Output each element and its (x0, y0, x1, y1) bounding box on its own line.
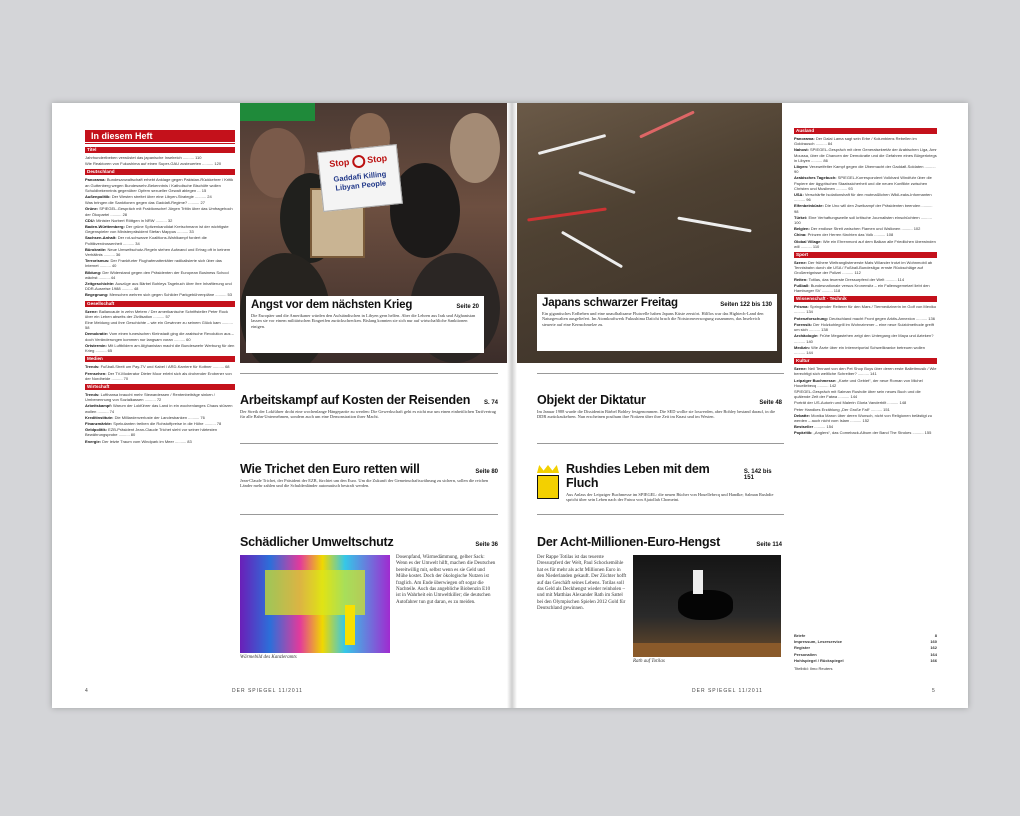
toc-entry-text: Der Holzkohlegrill im Wohnzimmer – eine neue Suizidmethode greift um sich .......... 138 (794, 321, 935, 333)
article-diktatur (537, 393, 782, 420)
toc-entry[interactable] (85, 364, 235, 369)
toc-entry[interactable] (85, 224, 235, 234)
page-number-right: 5 (932, 688, 936, 694)
toc-right (794, 125, 937, 645)
toc-entry-text: Der letzte Traum vom Windpark im Meer .......... 83 (102, 438, 192, 444)
toc-entry-rubric: Finanzmärkte: (85, 420, 113, 426)
toc-entry-rubric: Elfenbeinküste: (794, 203, 824, 209)
japan-tsunami-photo (517, 103, 782, 363)
top-story-page: Seiten 122 bis 130 (720, 302, 772, 308)
toc-entry[interactable] (794, 203, 937, 213)
toc-entry-text: Der frühere Weltranglistenerste Mats Wilander trotzt im Wohnmobil ab Tennisbahn durch die USA / Fußball-Bundesliga: ernste Rückschläge auf Großereignisse der Polizei .......... 112 (794, 260, 933, 276)
divider (240, 443, 498, 444)
toc-entry-text: Totilas, das teuerste Dressurpferd der Welt .......... 114 (808, 276, 905, 282)
article-body: Der Rappe Totilas ist das teuerste Dressurpferd der Welt, Paul Schockemöhle hat es für mehr als acht Millionen Euro in den Niederlanden gekauft. Der Züchter hofft auf das Geschäft seines Lebens. Totilas soll das Geld als Deckhengst wieder reinholen – und mit Matthias Alexander Rath im Sattel bei den Olympischen Spielen 2012 Gold für Deutschland gewinnen. (537, 555, 627, 612)
top-story-caption (537, 294, 777, 351)
toc-entry-rubric: Popkritik: (794, 430, 813, 436)
toc-entry[interactable] (794, 366, 937, 376)
toc-entry[interactable] (794, 316, 937, 321)
toc-entry-text: Verschärfte Isolationshaft für den mutmaßlichen WikiLeaks-Informanten .......... 96 (794, 192, 932, 203)
toc-entry-rubric: Begegnung: (85, 292, 109, 298)
article-headline[interactable]: Rushdies Leben mit dem Fluch (566, 462, 710, 490)
misc-page: 166 (930, 657, 937, 663)
plane-shape (578, 171, 635, 194)
misc-entry[interactable] (794, 639, 937, 644)
toc-entry[interactable] (794, 175, 937, 191)
toc-entry-text: Prinzen der Herren fürchten das Volk .......... 108 (807, 232, 894, 238)
toc-entry-text: Der Westen streitet über eine Libyen-Strategie .......... 24 (111, 194, 212, 200)
rider-shape (693, 570, 703, 594)
book-icon (537, 465, 559, 501)
toc-entry-rubric: Grüne: (85, 206, 99, 212)
toc-entry-text: .......... 154 (814, 424, 834, 430)
toc-entry[interactable] (794, 430, 937, 435)
article-page: S. 74 (483, 400, 498, 406)
toc-entry-rubric: Debatte: (794, 412, 811, 418)
toc-entry[interactable] (85, 403, 235, 413)
toc-entry[interactable] (794, 322, 937, 332)
image-caption: Wärmebild des Kanzleramts (240, 655, 297, 660)
misc-label: Briefe (794, 633, 806, 638)
top-story-body: Die Europäer und die Amerikaner würden den Aufständischen in Libyen gern helfen. Aber die Lehren aus Irak und Afghanistan lassen sie vor einem militärischen Eingreifen zurückschrecken. Bislang konnten sie sich nur auf wirtschaftliche Sanktionen einigen. (251, 313, 476, 329)
toc-entry-rubric: Demokratie: (85, 331, 109, 337)
toc-entry-text: Minister Norbert Röttgen in NRW .......... 32 (96, 217, 173, 223)
toc-entry-text: Wie ein Ehrenmord auf dem Balkan alle Friedlichen überwinden will .......... 110 (794, 238, 936, 249)
toc-entry[interactable] (794, 239, 937, 249)
page-gutter (507, 103, 517, 708)
plane-shape (561, 231, 623, 269)
toc-entry-text: Der Widerstand gegen den Präsidenten der European Business School wächst .......... 44 (85, 269, 229, 280)
top-story-page: Seite 20 (456, 304, 479, 310)
page-number-left: 4 (85, 688, 89, 694)
article-body: Der Streik der Lokführer droht eine wochenlange Hängepartie zu werden: Die Gewerkschaft geht es nicht nur um einen einheitlichen Tarifvertrag für alle Bahn-Unternehmen, sondern auch um eine Demonstration ihrer Macht. (240, 409, 496, 420)
article-umweltschutz (240, 535, 498, 660)
cover-credit: Titelbild: Ilmo Reuters (794, 666, 833, 672)
magazine-spread (52, 103, 968, 708)
toc-entry-text: Der endlose Streit zwischen Flamen und Wallonen .......... 102 (810, 226, 921, 232)
toc-entry-text: Was bringen die Sanktionen gegen das Gaddafi-Regime? .......... 27 (85, 200, 205, 206)
toc-section-header[interactable]: Titel (85, 147, 235, 153)
toc-entry-rubric: Arbeitskampf: (85, 403, 112, 409)
toc-section-header[interactable]: Ausland (794, 128, 937, 134)
toc-entry-text: Neil Tennant von den Pet Shop Boys über deren erste Ballettmusik / Wie berechtigt sich weltliche Schreiber? .......... 141 (794, 366, 937, 377)
toc-entry[interactable] (794, 283, 937, 293)
toc-entry-text: Ballancaule in zehn Metern / Der amerikanische Schriftsteller Peter Rock über ein Leben abseits der Zivilisation .......... 57 (85, 308, 228, 319)
misc-page: 162 (930, 645, 937, 651)
plane-shape (538, 134, 606, 155)
article-headline[interactable]: Schädlicher Umweltschutz (240, 535, 394, 549)
toc-entry[interactable] (85, 270, 235, 280)
toc-entry[interactable] (794, 407, 937, 412)
toc-entry-rubric: Türkei: (794, 214, 808, 220)
toc-entry[interactable] (85, 247, 235, 257)
toc-entry-rubric: USA: (794, 192, 804, 198)
toc-entry[interactable] (85, 292, 235, 297)
toc-entry-text: Wie Reaktoren von Fukushima auf einen Super-GAU zusteuerten .......... 120 (85, 161, 222, 167)
toc-entry-text: Frühe Megastehen zeigt den Untergang der Maya und Azteken? .......... 140 (794, 333, 934, 344)
article-trichet (240, 462, 498, 489)
article-body: Aus Anlass der Leipziger Buchmesse im SPIEGEL: die neuen Bücher von Houellebecq und Handke; Salman Rushdie spricht über sein Leben nach der Fatwa von Ajatollah Chomeini. (566, 492, 774, 503)
misc-list (794, 633, 937, 671)
article-hengst (537, 535, 782, 664)
page-title: In diesem Heft (85, 130, 235, 142)
toc-entry-text: Spekulanten treiben die Rohstoffpreise in die Höhe .......... 78 (113, 420, 222, 426)
toc-entry[interactable] (85, 258, 235, 268)
article-page: Seite 36 (475, 542, 498, 548)
article-body: Dosenpfand, Wärmedämmung, gelber Sack: Wenn es der Umwelt hilft, machen die Deutschen bereitwillig mit, selbst wenn es sie Geld und Mühe kostet. Doch der ökologische Nutzen ist fraglich. Am Ende überwiegen oft sogar die Nachteile. Auch das angebliche Biobenzin E10 ist in Wahrheit ein Umweltkiller; die deutschen Autofahrer tun gut daran, es zu meiden. (396, 555, 496, 605)
toc-section-header[interactable]: Sport (794, 252, 937, 258)
toc-entry[interactable] (794, 277, 937, 282)
toc-entry-text: Der grüne Spitzenkandidat Kretschmann ist der wichtigste Gegenspieler von Ministerpräsident Stefan Mappus .......... 33 (85, 224, 229, 235)
toc-entry-rubric: Archäologie: (794, 333, 819, 339)
toc-entry[interactable] (794, 232, 937, 237)
toc-entry[interactable] (85, 415, 235, 420)
misc-entry[interactable] (794, 633, 937, 638)
article-body: Jean-Claude Trichet, der Präsident der EZB, fürchtet um den Euro. Um die Zukunft der Gemeinschaftswährung zu sichern, sollen die reichen Länder mehr zahlen und die Schuldenländer automatisch bestraft werden. (240, 478, 489, 489)
plane-shape (527, 207, 607, 221)
toc-entry-rubric: Fernsehen: (85, 370, 107, 376)
toc-entry-text: Eine Verhaftungswelle soll kritische Journalisten einschüchtern .......... 100 (794, 214, 932, 226)
toc-entry-rubric: Nahost: (794, 147, 809, 153)
toc-entry-rubric: Medizin: (794, 344, 810, 350)
misc-page: 160 (930, 639, 937, 645)
article-headline[interactable]: Objekt der Diktatur (537, 393, 646, 407)
toc-entry[interactable] (794, 304, 937, 314)
toc-section-header[interactable]: Kultur (794, 358, 937, 364)
toc-entry-text: Bundesnationale versus Kronensitz – ein Fallensgemetzel liebt den Hamburger SV .......... 118 (794, 282, 930, 294)
libya-protest-photo (240, 103, 507, 363)
article-page: S. 142 bis 151 (743, 469, 772, 481)
misc-entry[interactable] (794, 658, 937, 663)
image-caption: Rath auf Totilas (633, 659, 665, 664)
toc-entry-rubric: Arabisches Tagebuch: (794, 175, 837, 181)
plane-shape (639, 110, 695, 138)
toc-entry-text: Vom einen tunesischen Kleinstadt ging die arabische Revolution aus – doch Veränderungen kommen nur langsam voran .......... 60 (85, 331, 234, 342)
toc-entry[interactable] (85, 206, 235, 216)
toc-entry-text: Wie Ärzte über ein Internetportal Schwellkranke betreuen wollen .......... 144 (794, 344, 925, 355)
toc-entry-rubric: Baden-Württemberg: (85, 224, 125, 230)
toc-entry-text: Jahrhundertbeben verwüstet das japanische Inselreich .......... 110 (85, 155, 202, 160)
toc-entry-rubric: Reiten: (794, 276, 808, 282)
toc-entry-rubric: Potenzforschung: (794, 315, 828, 321)
toc-entry-text: „Anglers“, das Comeback-Album der Band The Strokes .......... 155 (813, 430, 932, 436)
toc-entry[interactable] (85, 194, 235, 199)
toc-entry-rubric: CDU: (85, 217, 95, 223)
toc-entry-rubric: Panorama: (794, 136, 815, 141)
toc-entry-rubric: Zeitgeschichte: (85, 281, 115, 287)
top-story-headline[interactable]: Japans schwarzer Freitag (542, 297, 678, 309)
toc-entry[interactable] (85, 309, 235, 319)
toc-entry-rubric: China: (794, 232, 807, 238)
article-page: Seite 48 (759, 400, 782, 406)
misc-entry[interactable] (794, 652, 937, 657)
toc-entry-text: Warum der Lokführer das Land in ein wochenlanges Chaos stürzen wollen .......... 74 (85, 403, 233, 414)
toc-entry-rubric: Terrorismus: (85, 258, 110, 264)
toc-entry[interactable] (85, 155, 235, 160)
toc-entry-text: Porträt der US-Autorin und Malerin Gloria Vanderbilt .......... 148 (794, 400, 907, 406)
misc-page: 164 (930, 651, 937, 657)
toc-entry-text: SPIEGEL-Gespräch mit Salman Rushdie über sein neues Buch und die quälende Zeit der Fatwa .......... 144 (794, 388, 921, 400)
top-story-headline[interactable]: Angst vor dem nächsten Krieg (251, 299, 413, 311)
toc-entry-text: Eine Meldung und ihre Geschichte – wie ein Gewinner zu seinem Glück kam .......... 58 (85, 320, 233, 331)
misc-label: Hohlspiegel / Rückspiegel (794, 657, 844, 663)
person-shape (345, 605, 355, 645)
toc-entry-text: SPIEGEL-Gespräch mit dem Generalsekretär der Arabischen Liga, Amr Moussa, über die Chancen der Demokratie und die Gefahren eines Bürgerkriegs in Libyen .......... 86 (794, 147, 937, 163)
toc-entry[interactable] (85, 427, 235, 437)
toc-entry-text: Lufthansa braucht mehr Stewardessen / Rentenbeiträge sinken / Umbenennung von Sozialkassen .......... 72 (85, 391, 215, 403)
toc-entry-rubric: Leipziger Buchmesse: (794, 377, 837, 383)
toc-section-header[interactable]: Wissenschaft · Technik (794, 296, 937, 302)
article-headline[interactable]: Wie Trichet den Euro retten will (240, 462, 420, 476)
toc-entry[interactable] (85, 343, 235, 353)
toc-entry-text: EZB-Präsident Jean-Claude Trichet sieht vor seiner härtesten Bewährungsprobe .......... 80 (85, 427, 218, 438)
horse-shape (678, 590, 733, 620)
toc-entry-text: Bundesanwaltschaft erhebt Anklage gegen Pakistan-Rückkehrer / Kritik an Guttenberg wegen Bundeswehr-Bekenntnis / Katholische Bischöfe wollen Schuldbekenntnis gegenüber Opfern sexueller Gewalt ablegen ... 15 (85, 177, 234, 193)
article-page: Seite 80 (475, 469, 498, 475)
toc-entry-text: Der Dalai Lama sagt sein Erbe / Kolumbiens Rebellen im Goldrausch .......... 84 (794, 136, 917, 147)
toc-entry[interactable] (85, 331, 235, 341)
article-rushdie (566, 462, 783, 503)
toc-entry-rubric: Trends: (85, 391, 100, 397)
toc-entry-rubric: Außenpolitik: (85, 194, 111, 200)
toc-entry-text: Fußball-Streit um Pay-TV und Kabel / ARD-Karriere für Kottner .......... 68 (100, 364, 230, 370)
article-body: Im Januar 1988 wurde die Dissidentin Bärbel Bohley festgenommen. Die SED wollte sie loswerden, aber Bohley bestand darauf, in die DDR zurückzukehren. Nun erscheinen posthum ihre Notizen über ihre Zeit im Knast und im Westen. (537, 409, 776, 420)
divider (537, 443, 784, 444)
divider (537, 514, 784, 515)
divider (240, 514, 498, 515)
toc-entry-text: Neue Umweltschutz-Regeln stehen Aufwand und Ertrag oft in keinem Verhältnis .......... 36 (85, 246, 231, 258)
toc-entry[interactable] (85, 281, 235, 291)
top-story-body: Ein gigantisches Erdbeben und eine unaufhaltsame Flutwelle haben Japans Küste zerstört. Hilflos war das Hightech-Land den Naturgewalten ausgeliefert. Im Atomkraftwerk Fukushima Daiichi brach die Notstromversorgung zusammen, das Inselreich steuerte auf eine Kernschmelze zu. (542, 311, 764, 327)
divider (240, 373, 498, 374)
toc-entry-rubric: Bestseller (794, 424, 814, 430)
toc-entry-rubric: Kreditinstitute: (85, 414, 114, 420)
toc-entry-rubric: Bürokratie: (85, 246, 107, 252)
toc-entry[interactable] (794, 413, 937, 423)
toc-entry-text: Verzweifelter Kampf gegen die Übermacht der Gaddafi-Soldaten .......... 90 (794, 164, 936, 175)
sign-text-stop: Stop Stop (328, 152, 388, 169)
protest-sign (317, 144, 403, 212)
toc-section-header[interactable]: Gesellschaft (85, 301, 235, 307)
toc-entry[interactable] (794, 333, 937, 343)
arena-floor (633, 643, 781, 657)
toc-entry[interactable] (794, 136, 937, 146)
toc-entry-rubric: Panorama: (85, 177, 106, 183)
toc-entry-text: Deutschland macht Front gegen Arktis-Annexion .......... 136 (829, 315, 935, 321)
toc-entry-text: Mit Luftbildern am Afghanistan macht die Bundeswehr Werbung für den Krieg .......... 65 (85, 342, 235, 354)
toc-entry-text: Menschen wehren sich gegen Schilder Parkgebührenpläne .......... 53 (109, 292, 232, 298)
footer-left: DER SPIEGEL 11/2011 (232, 688, 303, 694)
toc-entry-rubric: Libyen: (794, 164, 809, 170)
misc-label: Impressum, Leserservice (794, 639, 843, 645)
toc-entry-text: Der rot-schwarze Koalitions-Wahlkampf fordert die Politikverdrossenheit .......... 34 (85, 235, 207, 246)
toc-entry[interactable] (794, 215, 937, 225)
toc-entry[interactable] (794, 345, 937, 355)
toc-entry[interactable] (794, 424, 937, 429)
toc-entry[interactable] (794, 378, 937, 388)
toc-entry[interactable] (85, 161, 235, 166)
toc-entry-text: Peter Handkes Erzählung „Der Große Fall“ .......... 151 (794, 406, 890, 412)
toc-entry-text: Monika Maron über deren Wunsch, nicht von Religionen belästigt zu werden – auch nicht vom Islam .......... 152 (794, 412, 933, 423)
toc-entry-text: Springender Reiterer für den Mars / Tiermedizinerin im Golf von Mexiko .......... 134 (794, 304, 937, 315)
toc-entry-text: Die Uno will den Zweikampf der Präsidenten beenden .......... 98 (794, 203, 933, 214)
toc-entry-rubric: Szene: (85, 308, 98, 314)
toc-entry-rubric: Sachsen-Anhalt: (85, 235, 117, 241)
toc-entry-rubric: Energie: (85, 438, 102, 444)
sign-slogan: Gaddafi Killing Libyan People (333, 169, 387, 193)
toc-entry[interactable] (794, 147, 937, 163)
toc-entry-rubric: Szene: (794, 366, 807, 372)
divider (537, 373, 784, 374)
article-page: Seite 114 (756, 542, 782, 548)
toc-entry-rubric: Bildung: (85, 269, 102, 275)
footer-right: DER SPIEGEL 11/2011 (692, 688, 763, 694)
toc-entry[interactable] (794, 226, 937, 231)
prohibition-icon (351, 154, 365, 168)
toc-entry[interactable] (85, 235, 235, 245)
toc-entry-rubric: Szene: (794, 260, 807, 266)
toc-entry-rubric: Forensik: (794, 321, 813, 327)
article-headline[interactable]: Der Acht-Millionen-Euro-Hengst (537, 535, 721, 549)
toc-left (85, 144, 235, 684)
toc-entry-rubric: Prisma: (794, 304, 809, 310)
misc-label: Personalien (794, 651, 817, 657)
toc-entry[interactable] (85, 371, 235, 381)
toc-entry-rubric: Global Village: (794, 238, 822, 244)
toc-entry-rubric: Fußball: (794, 282, 810, 288)
plane-shape (677, 217, 751, 233)
toc-section-header[interactable]: Wirtschaft (85, 384, 235, 390)
toc-entry[interactable] (85, 439, 235, 444)
misc-entry[interactable] (794, 645, 937, 650)
top-story-caption (246, 296, 484, 353)
toc-entry-text: „Karte und Gebiet“, der neue Roman von Michel Houellebecq .......... 142 (794, 377, 923, 388)
article-headline[interactable]: Arbeitskampf auf Kosten der Reisenden (240, 393, 471, 407)
misc-page: 8 (934, 633, 937, 638)
toc-entry-rubric: Geldpolitik: (85, 427, 107, 433)
toc-entry-rubric: Trends: (85, 364, 100, 370)
toc-entry[interactable] (794, 400, 937, 405)
toc-entry[interactable] (85, 421, 235, 426)
toc-entry-text: Der TV-Moderator Dieter Moor erlebt sich als drohender Erobener von der Nordheide .......... 70 (85, 370, 232, 381)
toc-entry-text: Die Milliardenverluste der Landesbanken .......... 76 (114, 414, 205, 420)
toc-entry[interactable] (794, 192, 937, 202)
toc-entry[interactable] (85, 177, 235, 193)
toc-section-header[interactable]: Medien (85, 356, 235, 362)
misc-label: Register (794, 645, 811, 651)
libyan-flag (240, 103, 315, 121)
toc-entry[interactable] (794, 260, 937, 276)
toc-entry-text: SPIEGEL-Gespräch mit Fraktionschef Jürgen Trittin über das Umfragehoch der Ökopartei .......... 28 (85, 206, 233, 217)
toc-entry[interactable] (85, 320, 235, 330)
toc-entry[interactable] (794, 164, 937, 174)
horse-photo (633, 555, 781, 657)
article-arbeitskampf (240, 393, 498, 420)
toc-entry-rubric: Belgien: (794, 226, 810, 232)
toc-section-header[interactable]: Deutschland (85, 169, 235, 175)
toc-entry[interactable] (85, 392, 235, 402)
thermal-image (240, 555, 390, 653)
toc-entry-rubric: Ortstermin: (85, 342, 107, 348)
toc-entry-text: Auszüge aus Bärbel Bohleys Tagebuch über ihre Inhaftierung und DDR-Ausreise 1988 .......... 48 (85, 281, 232, 292)
toc-entry-text: SPIEGEL-Korrespondent Volkhard Windfuhr über die Papiere der ägyptischen Staatssicherheit und die neuen Konflikte zwischen Christen und Muslimen .......... 93 (794, 175, 932, 191)
toc-entry[interactable] (85, 218, 235, 223)
toc-entry-text: Der Frankfurter Flughafenattentäter radikalisierte sich über das Internet .......... 40 (85, 258, 222, 269)
toc-entry[interactable] (85, 200, 235, 205)
toc-entry[interactable] (794, 389, 937, 399)
